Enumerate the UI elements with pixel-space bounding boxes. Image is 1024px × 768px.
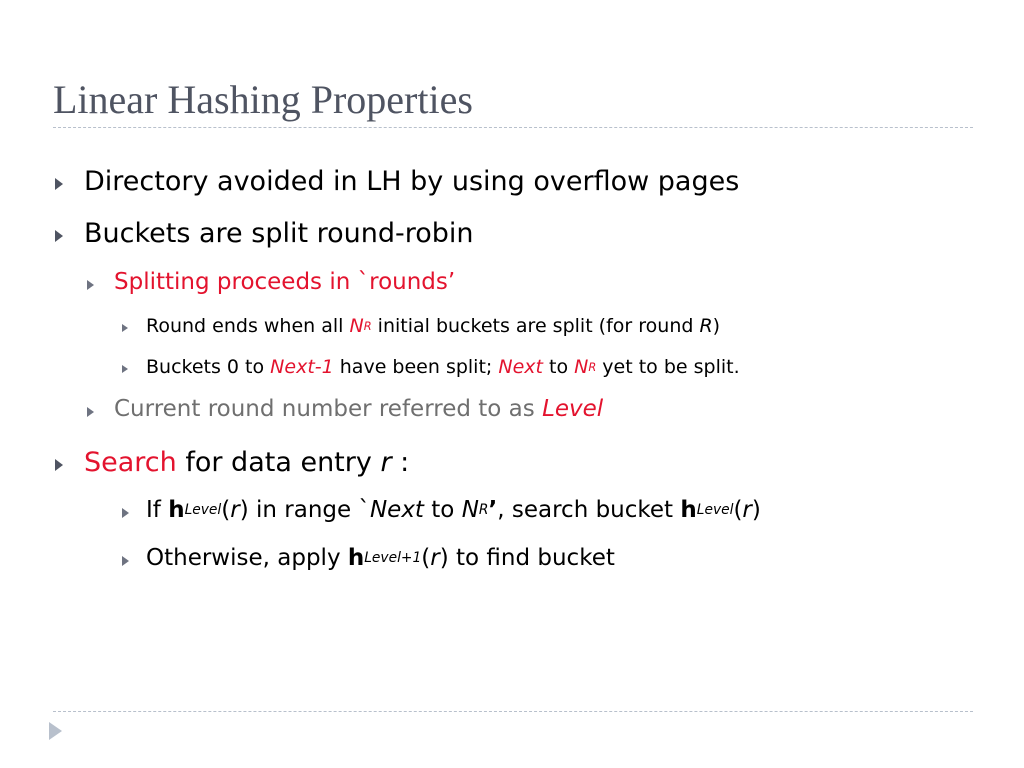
bullet-round-robin — [84, 218, 474, 249]
bullet-buckets-split: Buckets 0 to Next-1 have been split; Next to N R yet to be split. — [146, 356, 740, 378]
text: ) — [439, 545, 449, 571]
bullet-text: Splitting proceeds in `rounds’ — [114, 269, 456, 295]
bullet-triangle-icon — [122, 508, 129, 518]
var-next: Next — [498, 356, 543, 378]
footer-divider — [53, 711, 973, 712]
text: : — [391, 447, 410, 478]
bullet-triangle-icon — [122, 324, 128, 332]
bullet-if-range: If h Level ( r ) in range ` Next to N R ’ , search bucket h Level ( r ) — [146, 497, 761, 523]
text: ( — [421, 545, 431, 571]
var-r: r — [430, 545, 440, 571]
bullet-triangle-icon — [55, 459, 63, 471]
var-next-1: Next-1 — [270, 356, 334, 378]
text: ) — [239, 497, 249, 523]
bullet-otherwise: Otherwise, apply h Level+1 ( r ) to find bucket — [146, 545, 615, 571]
hash-h: h — [168, 497, 185, 523]
text: initial buckets are split (for round — [371, 315, 700, 337]
text: to — [423, 497, 462, 523]
bullet-text: Buckets are split round-robin — [84, 218, 474, 249]
text: for data entry — [176, 447, 381, 478]
var-r: r — [742, 497, 752, 523]
title-divider — [53, 127, 973, 128]
var-r: r — [230, 497, 240, 523]
text: to find bucket — [448, 545, 615, 571]
text: ( — [221, 497, 231, 523]
text: yet to be split. — [596, 356, 740, 378]
play-arrow-icon[interactable] — [49, 722, 62, 740]
var-n: N — [461, 497, 479, 523]
var-n: N — [349, 315, 364, 337]
bullet-round-ends: Round ends when all N R initial buckets are split (for round R ) — [146, 315, 721, 337]
var-r: r — [380, 447, 392, 478]
hash-h: h — [347, 545, 365, 571]
text: If — [146, 497, 169, 523]
text: Otherwise, apply — [146, 545, 348, 571]
bullet-current-round — [114, 396, 603, 422]
var-level: Level — [542, 396, 604, 422]
text: ( — [733, 497, 743, 523]
text: Buckets 0 to — [146, 356, 271, 378]
bullet-search — [84, 447, 409, 478]
bullet-directory — [84, 166, 739, 197]
bullet-triangle-icon — [122, 365, 128, 373]
text: Current round number referred to as — [114, 396, 543, 422]
bullet-triangle-icon — [55, 178, 63, 190]
text: ) — [712, 315, 721, 337]
bullet-triangle-icon — [122, 556, 129, 566]
text: Round ends when all — [146, 315, 350, 337]
search-keyword: Search — [84, 447, 177, 478]
hash-h: h — [680, 497, 697, 523]
bullet-triangle-icon — [55, 230, 63, 242]
bullet-text: Directory avoided in LH by using overflow pages — [84, 166, 740, 197]
text: ) — [751, 497, 761, 523]
slide-title: Linear Hashing Properties — [53, 77, 473, 122]
var-r: R — [699, 315, 713, 337]
text: have been split; — [333, 356, 499, 378]
bullet-splitting-rounds — [114, 269, 455, 295]
text: in range ` — [248, 497, 370, 523]
text: to — [542, 356, 575, 378]
bullet-triangle-icon — [87, 407, 94, 417]
text: , search bucket — [497, 497, 681, 523]
text: ’ — [488, 497, 498, 523]
bullet-triangle-icon — [87, 280, 94, 290]
var-n: N — [574, 356, 589, 378]
var-next: Next — [369, 497, 424, 523]
